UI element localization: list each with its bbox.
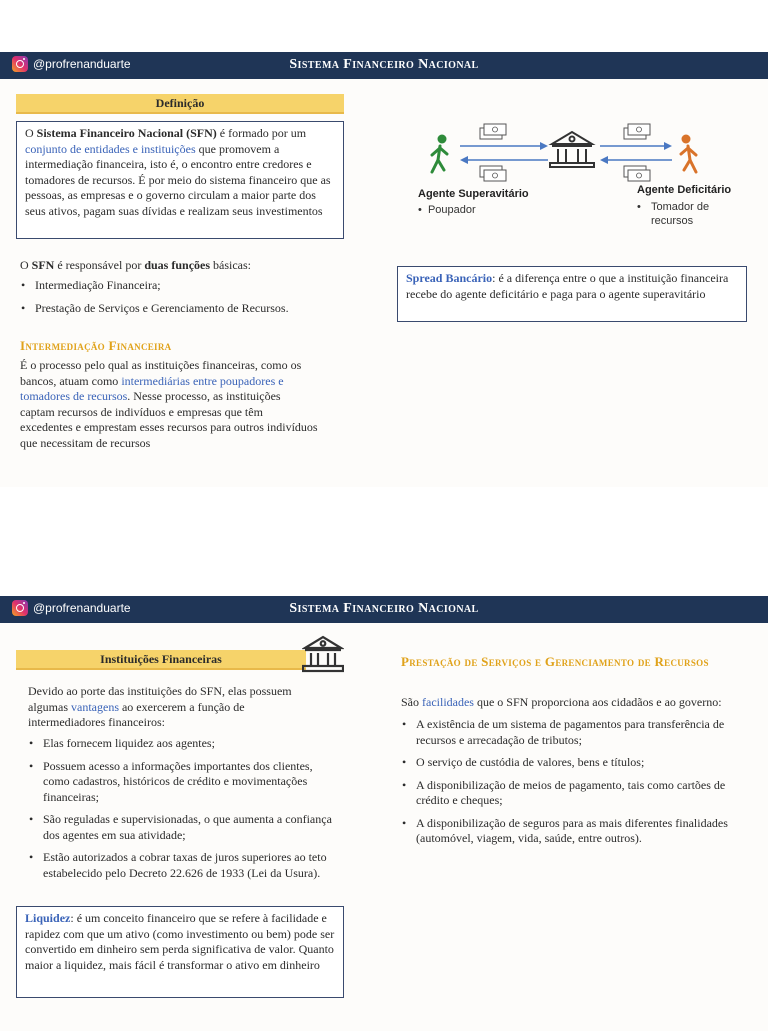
arrowhead <box>460 156 468 164</box>
arrowhead <box>540 142 548 150</box>
money-icon <box>480 166 506 181</box>
spread-box: Spread Bancário: é a diferença entre o que a instituição financeira recebe do agente deficitário e paga para o agente superavitário <box>397 266 747 322</box>
spread-term: Spread Bancário <box>406 271 493 285</box>
prestacao-list <box>401 717 751 854</box>
intermediacao-text: É o processo pelo qual as instituições financeiras, como os bancos, atuam como intermediárias entre poupadores e tomadores de recursos. Nesse processo, as instituições captam recursos de indivíduos e empresas que têm excedentes e emprestam esses recursos para outros indivíduos que necessitam de recursos <box>20 358 318 450</box>
person-walking-icon <box>432 135 447 173</box>
arrowhead <box>664 142 672 150</box>
handle-text: @profrenanduarte <box>33 601 131 615</box>
definicao-box <box>16 121 344 239</box>
definicao-highlight: conjunto de entidades e instituições <box>25 141 196 156</box>
list-item: • A existência de um sistema de pagamentos para transferência de recursos e arrecadação de tributos; <box>401 717 751 748</box>
slide-title: Sistema Financeiro Nacional <box>289 57 479 72</box>
bank-icon <box>302 634 344 674</box>
person-walking-icon <box>681 135 696 173</box>
instituicoes-intro: Devido ao porte das instituições do SFN, elas possuem algumas vantagens ao exercerem a função de intermediadores financeiros: <box>28 684 292 729</box>
liquidez-term: Liquidez <box>25 911 71 925</box>
list-item: • São reguladas e supervisionadas, o que aumenta a confiança dos agentes em sua atividade; <box>28 812 338 843</box>
vantagens-list <box>28 736 338 888</box>
slide-title: Sistema Financeiro Nacional <box>289 601 479 616</box>
liquidez-box: Liquidez: é um conceito financeiro que se refere à facilidade e rapidez com que um ativo (como investimento ou bem) pode ser convertido em dinheiro sem perda significativa de valor. Quanto maior a liquidez, mais fácil é transformar o ativo em dinheiro <box>16 906 344 998</box>
prestacao-heading: Prestação de Serviços e Gerenciamento de Recursos <box>401 654 709 669</box>
list-item: • Elas fornecem liquidez aos agentes; <box>28 736 338 752</box>
instituicoes-label: Instituições Financeiras <box>16 650 306 670</box>
handle-text: @profrenanduarte <box>33 57 131 71</box>
list-item: • A disponibilização de meios de pagamento, tais como cartões de crédito e cheques; <box>401 778 751 809</box>
funcoes-list <box>20 278 350 323</box>
definicao-text: é formado por um <box>216 126 307 140</box>
agent-deficitario-label: Agente Deficitário <box>637 184 732 196</box>
slide-header <box>0 52 768 79</box>
list-item: • Intermediação Financeira; <box>20 278 350 294</box>
funcoes-intro: O SFN é responsável por duas funções básicas: <box>20 258 252 272</box>
intermediacao-heading: Intermediação Financeira <box>20 338 172 353</box>
list-item: • Possuem acesso a informações importantes dos clientes, como cadastros, históricos de crédito e movimentações financeiras; <box>28 759 338 806</box>
list-item: • Estão autorizados a cobrar taxas de juros superiores ao teto estabelecido pelo Decreto 22.626 de 1933 (Lei da Usura). <box>28 850 338 881</box>
money-icon <box>624 166 650 181</box>
definicao-text: O <box>25 126 37 140</box>
prestacao-intro: São facilidades que o SFN proporciona aos cidadãos e ao governo: <box>401 695 722 709</box>
agent-superavitario-sub: • Poupador <box>418 204 476 216</box>
definicao-label: Definição <box>16 94 344 114</box>
sfn-term: Sistema Financeiro Nacional (SFN) <box>36 126 217 140</box>
arrowhead <box>600 156 608 164</box>
slide-header <box>0 596 768 623</box>
agent-deficitario-sub: • Tomador de recursos <box>637 201 710 227</box>
money-icon <box>624 124 650 139</box>
agent-superavitario-label: Agente Superavitário <box>418 188 529 200</box>
money-icon <box>480 124 506 139</box>
slide-1 <box>0 52 768 487</box>
list-item: • A disponibilização de seguros para as mais diferentes finalidades (automóvel, viagem, vida, saúde, entre outros). <box>401 816 751 847</box>
bank-icon <box>550 132 594 167</box>
list-item: • Prestação de Serviços e Gerenciamento de Recursos. <box>20 301 350 317</box>
list-item: • O serviço de custódia de valores, bens e títulos; <box>401 755 751 771</box>
definicao-text: que promovem a intermediação financeira, isto é, o encontro entre credores e tomadores de recursos. É por meio do sistema financeiro que as pessoas, as empresas e o governo circulam a maior parte dos seus ativos, pagam suas dívidas e realizam seus investimentos <box>25 141 331 218</box>
slide-2 <box>0 596 768 1031</box>
